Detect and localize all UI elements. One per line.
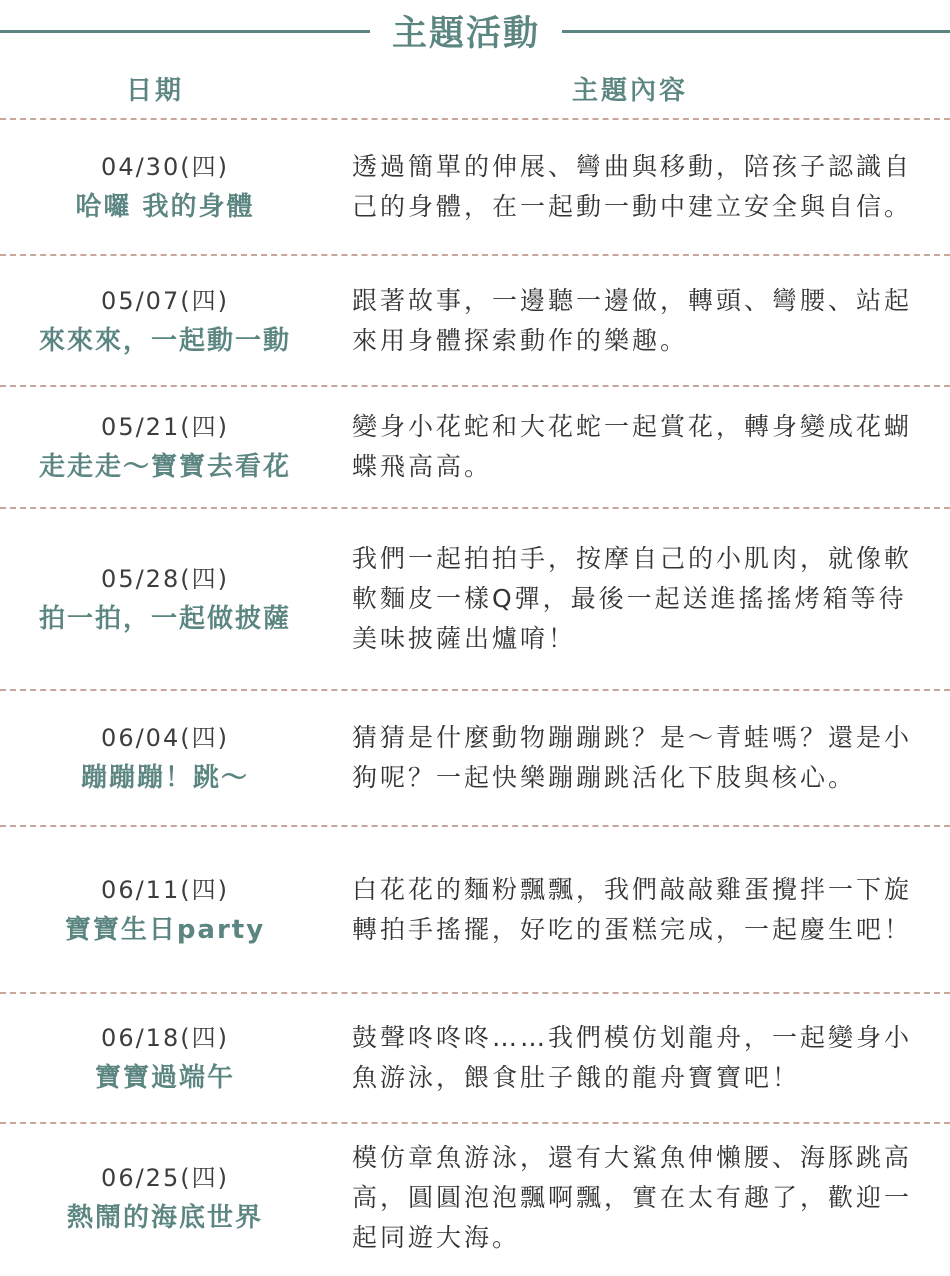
row-description: 猜猜是什麼動物蹦蹦跳？是～青蛙嗎？還是小狗呢？一起快樂蹦蹦跳活化下肢與核心。	[352, 723, 913, 792]
row-theme: 哈囉 我的身體	[75, 192, 255, 222]
date-cell	[0, 718, 330, 798]
row-description: 鼓聲咚咚咚……我們模仿划龍舟，一起變身小魚游泳，餵食肚子餓的龍舟寶寶吧！	[352, 1023, 913, 1092]
table-row	[0, 992, 950, 1122]
table-row	[0, 385, 950, 507]
row-date: 06/18(四)	[101, 1024, 229, 1052]
table-row	[0, 689, 950, 825]
table-header	[0, 70, 950, 114]
row-date: 05/07(四)	[101, 286, 229, 315]
row-date: 06/25(四)	[101, 1164, 229, 1192]
table-row	[0, 118, 950, 254]
row-description: 我們一起拍拍手，按摩自己的小肌肉，就像軟軟麵皮一樣Q彈，最後一起送進搖搖烤箱等待美味披薩出爐唷！	[352, 544, 913, 653]
row-date: 06/11(四)	[101, 875, 229, 904]
row-date: 05/21(四)	[101, 413, 229, 441]
row-theme: 寶寶生日party	[64, 914, 266, 945]
row-theme: 拍一拍，一起做披薩	[38, 604, 291, 634]
column-header-content: 主題內容	[571, 76, 688, 106]
title-bar	[0, 0, 950, 62]
row-description: 白花花的麵粉飄飄，我們敲敲雞蛋攪拌一下旋轉拍手搖擺，好吃的蛋糕完成，一起慶生吧！	[352, 874, 913, 944]
row-description: 模仿章魚游泳，還有大鯊魚伸懶腰、海豚跳高高，圓圓泡泡飄啊飄，實在太有趣了，歡迎一起同遊大海。	[352, 1143, 913, 1252]
row-date: 05/28(四)	[101, 565, 229, 593]
row-theme: 寶寶過端午	[94, 1063, 235, 1093]
table-row	[0, 825, 950, 992]
row-theme: 蹦蹦蹦！跳～	[80, 763, 249, 793]
schedule-table	[0, 118, 950, 1272]
date-cell	[0, 559, 330, 639]
table-row	[0, 1122, 950, 1272]
title-divider-right	[562, 30, 950, 33]
row-theme: 來來來，一起動一動	[38, 325, 291, 356]
title-divider-left	[0, 30, 370, 33]
date-cell	[0, 281, 330, 361]
column-header-date: 日期	[125, 76, 184, 106]
row-theme: 走走走～寶寶去看花	[38, 452, 291, 482]
date-cell	[0, 1158, 330, 1238]
row-description: 透過簡單的伸展、彎曲與移動，陪孩子認識自己的身體，在一起動一動中建立安全與自信。	[352, 152, 913, 221]
date-cell	[0, 870, 330, 950]
row-date: 06/04(四)	[101, 724, 229, 752]
table-row	[0, 507, 950, 689]
page-title: 主題活動	[391, 14, 540, 54]
table-row	[0, 254, 950, 385]
row-description: 變身小花蛇和大花蛇一起賞花，轉身變成花蝴蝶飛高高。	[352, 412, 913, 481]
row-description: 跟著故事，一邊聽一邊做，轉頭、彎腰、站起來用身體探索動作的樂趣。	[352, 285, 913, 355]
row-date: 04/30(四)	[101, 153, 229, 181]
date-cell	[0, 407, 330, 487]
row-theme: 熱鬧的海底世界	[66, 1203, 263, 1233]
date-cell	[0, 1018, 330, 1098]
date-cell	[0, 147, 330, 227]
